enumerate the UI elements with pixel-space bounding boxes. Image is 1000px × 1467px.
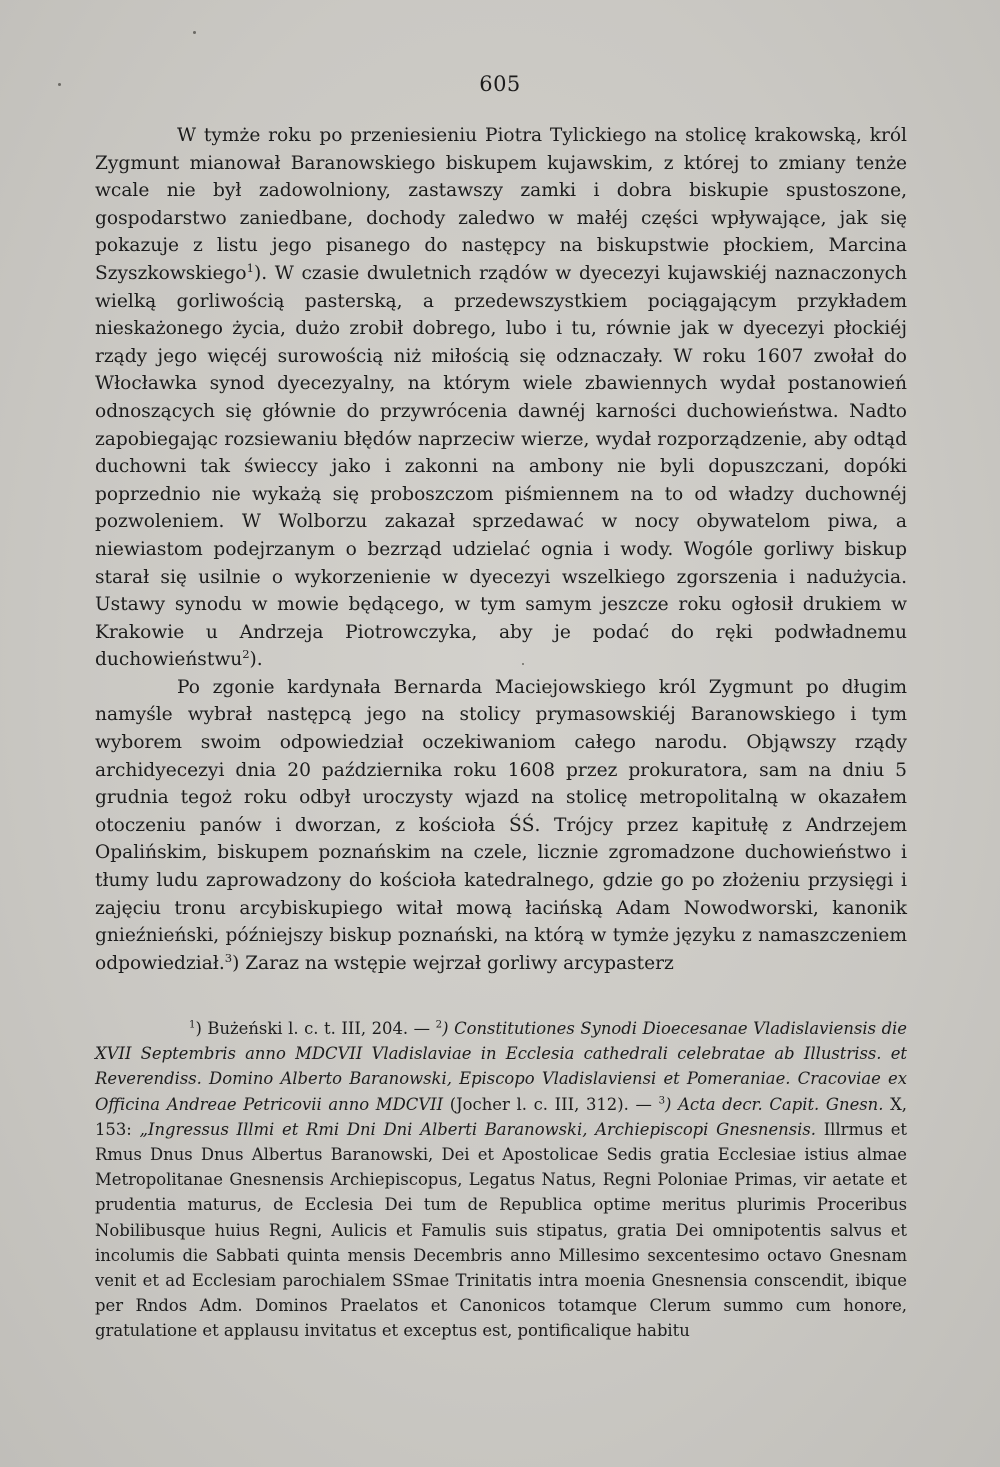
- main-text: [95, 122, 907, 977]
- footnote-ref-1: 1: [246, 260, 254, 275]
- footnote-3-mark: 3: [658, 1095, 666, 1107]
- footnote-2-title: ) Constitutiones Synodi Dioecesanae Vladislaviensis die XVII Septembris anno MDCVII Vladislaviae in Ecclesia cathedrali celebratae ab Illustriss. et Reverendiss. Domino Alberto Baranowski, Episcopo Vladislaviensi et Pomeraniae. Cracoviae ex Officina Andreae Petricovii anno MDCVII: [95, 1019, 908, 1114]
- footnote-ref-2: 2: [242, 647, 250, 662]
- footnote-3-source: ) Acta decr. Capit. Gnesn.: [665, 1094, 884, 1114]
- footnote-3-locator: X, 153:: [95, 1094, 907, 1139]
- footnote-2-reference: (Jocher l. c. III, 312). —: [443, 1094, 659, 1114]
- paragraph-1-text-end: ).: [249, 649, 263, 671]
- paragraph-2-text-cont: ) Zaraz na wstępie wejrzał gorliwy arcypasterz: [232, 952, 674, 974]
- paragraph-1-text-cont: ). W czasie dwuletnich rządów w dyecezyi kujawskiéj naznaczonych wielką gorliwością pasterską, a przedewszystkiem pociągającym przykładem nieskażonego życia, dużo zrobił dobrego, lubo i tu, równie jak w dyecezyi płockiéj rządy jego więcéj surowością niż miłością się odznaczały. W roku 1607 zwołał do Włocławka synod dyecezyalny, na którym wiele zbawiennych wydał postanowień odnoszących się głównie do przywrócenia dawnéj karności duchowieństwa. Nadto zapobiegając rozsiewaniu błędów naprzeciw wierze, wydał rozporządzenie, aby odtąd duchowni tak świeccy jako i zakonni na ambony nie byli dopuszczani, dopóki poprzednio nie wykażą się proboszczom piśmiennem na to od władzy duchownéj pozwoleniem. W Wolborzu zakazał sprzedawać w nocy obywatelom piwa, a niewiastom podejrzanym o bezrząd udzielać ognia i wody. Wogóle gorliwy biskup starał się usilnie o wykorzenienie w dyecezyi wszelkiego zgorszenia i nadużycia. Ustawy synodu w mowie będącego, w tym samym jeszcze roku ogłosił drukiem w Krakowie u Andrzeja Piotrowczyka, aby je podać do ręki podwładnemu duchowieństwu: [95, 262, 907, 671]
- footnote-2-mark: 2: [435, 1019, 443, 1031]
- paragraph-1-text: W tymże roku po przeniesieniu Piotra Tylickiego na stolicę krakowską, król Zygmunt mianował Baranowskiego biskupem kujawskim, z której to zmiany tenże wcale nie był zadowolniony, zastawszy zamki i dobra biskupie spustoszone, gospodarstwo zaniedbane, dochody zaledwo w małéj części wpływające, jak się pokazuje z listu jego pisanego do następcy na biskupstwie płockiem, Marcina Szyszkowskiego: [95, 125, 907, 284]
- footnote-1-text: ) Bużeński l. c. t. III, 204. —: [195, 1019, 436, 1038]
- footnote-3-quote-title: „Ingressus Illmi et Rmi Dni Dni Alberti Baranowski, Archiepiscopi Gnesnensis.: [139, 1119, 816, 1139]
- footnote-1-mark: 1: [189, 1019, 196, 1031]
- paragraph-2-text: Po zgonie kardynała Bernarda Maciejowskiego król Zygmunt po długim namyśle wybrał następcą jego na stolicy prymasowskiéj Baranowskiego i tym wyborem swoim odpowiedział oczekiwaniom całego narodu. Objąwszy rządy archidyecezyi dnia 20 października roku 1608 przez prokuratora, sam na dniu 5 grudnia tegoż roku odbył uroczysty wjazd na stolicę metropolitalną w okazałem otoczeniu panów i dworzan, z kościoła ŚŚ. Trójcy przez kapitułę z Andrzejem Opalińskim, biskupem poznańskim na czele, licznie zgromadzone duchowieństwo i tłumy ludu zaprowadzony do kościoła katedralnego, gdzie go po złożeniu przysięgi i zajęciu tronu arcybiskupiego witał mową łacińską Adam Nowodworski, kanonik gnieźnieński, późniejszy biskup poznański, na którą w tymże języku z namaszczeniem odpowiedział.: [95, 676, 907, 974]
- footnotes: [95, 1016, 907, 1344]
- page-number: 605: [479, 72, 521, 96]
- paragraph-1: [95, 122, 907, 674]
- ink-speck: [193, 31, 196, 34]
- footnote-3-latin-text: Illrmus et Rmus Dnus Dnus Albertus Baranowski, Dei et Apostolicae Sedis gratia Ecclesiae istius almae Metropolitanae Gnesnensis Archiepiscopus, Legatus Natus, Regni Poloniae Primas, vir aetate et prudentia maturus, de Ecclesia Dei tum de Republica optime meritus plurimis Proceribus Nobilibusque huius Regni, Aulicis et Famulis suis stipatus, gratia Dei omnipotentis salvus et incolumis die Sabbati quinta mensis Decembris anno Millesimo sexcentesimo octavo Gnesnam venit et ad Ecclesiam parochialem SSmae Trinitatis intra moenia Gnesnensia conscendit, ibique per Rndos Adm. Dominos Praelatos et Canonicos totamque Clerum summo cum honore, gratulatione et applausu invitatus et exceptus est, pontificalique habitu: [95, 1119, 907, 1341]
- footnote-block: [95, 1016, 907, 1344]
- paragraph-2: [95, 674, 907, 978]
- footnote-ref-3: 3: [224, 950, 233, 965]
